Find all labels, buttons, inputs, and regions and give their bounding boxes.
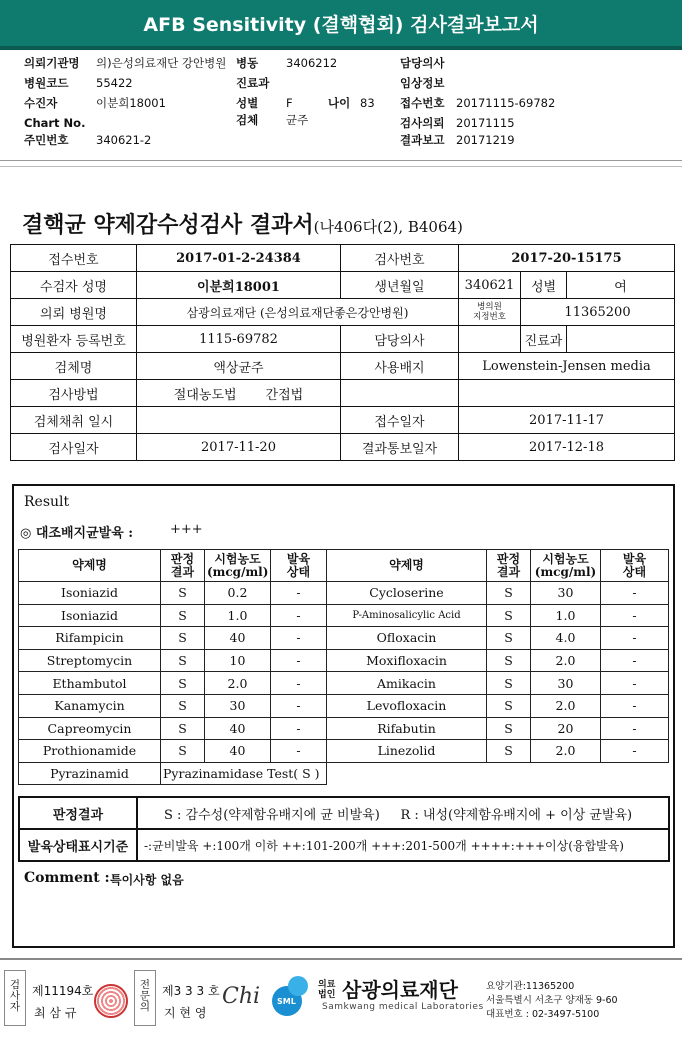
table-row xyxy=(19,717,669,740)
drug-judge-cell: S xyxy=(487,740,531,763)
header-right-label: 임상정보 xyxy=(400,76,445,90)
drug-growth-cell: - xyxy=(271,582,327,605)
birth-label: 생년월일 xyxy=(341,272,459,299)
logo-prefix: 의료 법인 xyxy=(318,980,336,1000)
drug-drug-cell: P-Aminosalicylic Acid xyxy=(327,604,487,627)
drug-judge-cell: S xyxy=(487,604,531,627)
legend-judge-label: 판정결과 xyxy=(19,797,137,829)
receipt-no: 2017-01-2-24384 xyxy=(137,245,341,272)
medium-label: 사용배지 xyxy=(341,353,459,380)
blank-cell xyxy=(459,380,675,407)
divider xyxy=(0,166,682,167)
blank-cell xyxy=(327,762,669,785)
dept-label: 진료과 xyxy=(521,326,567,353)
header-label: 의뢰기관명 xyxy=(24,56,80,70)
received-label: 접수일자 xyxy=(341,407,459,434)
drug-drug-cell: Amikacin xyxy=(327,672,487,695)
header-value: 의)은성의료재단 강안병원 xyxy=(96,56,227,70)
drug-growth-cell: - xyxy=(601,672,669,695)
control-value: +++ xyxy=(170,522,203,537)
header-right-label: 담당의사 xyxy=(400,56,445,70)
report-title: AFB Sensitivity (결핵협회) 검사결과보고서 xyxy=(143,14,539,36)
sex-label: 성별 xyxy=(521,272,567,299)
drug-growth-cell: - xyxy=(271,717,327,740)
drug-judge-cell: S xyxy=(161,694,205,717)
drug-judge-cell: S xyxy=(487,694,531,717)
drug-judge-cell: S xyxy=(487,582,531,605)
drug-conc-cell: 0.2 xyxy=(205,582,271,605)
drug-drug-cell: Ofloxacin xyxy=(327,627,487,650)
seal-stamp xyxy=(94,984,128,1018)
medium-value: Lowenstein-Jensen media xyxy=(459,353,675,380)
test-no-label: 검사번호 xyxy=(341,245,459,272)
doctor-value xyxy=(459,326,521,353)
dept-label: 진료과 xyxy=(236,76,270,90)
col-drug: 약제명 xyxy=(327,550,487,582)
header-right-label: 접수번호 xyxy=(400,96,445,110)
drug-drug-cell: Isoniazid xyxy=(19,582,161,605)
drug-judge-cell: S xyxy=(161,582,205,605)
drug-conc-cell: 2.0 xyxy=(531,694,601,717)
hospital-name: 삼광의료재단 (은성의료재단좋은강안병원) xyxy=(137,299,459,326)
header-label: Chart No. xyxy=(24,116,86,130)
legend-judge xyxy=(137,797,669,829)
pza-drug: Pyrazinamid xyxy=(19,762,161,785)
drug-growth-cell: - xyxy=(271,649,327,672)
table-row xyxy=(19,627,669,650)
col-conc: 시험농도 (mcg/ml) xyxy=(531,550,601,582)
drug-drug-cell: Kanamycin xyxy=(19,694,161,717)
doctor-label: 담당의사 xyxy=(341,326,459,353)
sex-value: 여 xyxy=(567,272,675,299)
drug-conc-cell: 2.0 xyxy=(531,649,601,672)
inst-code-label: 병의원 지정번호 xyxy=(459,299,521,326)
age-value: 83 xyxy=(360,96,375,110)
drug-judge-cell: S xyxy=(487,672,531,695)
drug-growth-cell: - xyxy=(601,740,669,763)
hospital-label: 의뢰 병원명 xyxy=(11,299,137,326)
document-title xyxy=(22,208,463,239)
collect-value xyxy=(137,407,341,434)
col-judge: 판정 결과 xyxy=(161,550,205,582)
sex-value: F xyxy=(286,96,293,110)
receipt-no-label: 접수번호 xyxy=(11,245,137,272)
drug-conc-cell: 1.0 xyxy=(531,604,601,627)
age-label: 나이 xyxy=(328,96,351,110)
control-label: ◎ 대조배지균발육 : xyxy=(20,526,134,541)
drug-judge-cell: S xyxy=(161,649,205,672)
address: 서울특별시 서초구 양재동 9-60 xyxy=(486,995,618,1006)
drug-growth-cell: - xyxy=(271,604,327,627)
drug-judge-cell: S xyxy=(161,740,205,763)
reg-no: 1115-69782 xyxy=(137,326,341,353)
drug-judge-cell: S xyxy=(487,649,531,672)
inst-code: 11365200 xyxy=(521,299,675,326)
legend-judge-r: R : 내성(약제함유배지에 + 이상 균발육) xyxy=(400,807,633,823)
drug-growth-cell: - xyxy=(601,604,669,627)
patient-name: 이분희18001 xyxy=(137,272,341,299)
patient-info-table xyxy=(10,244,675,461)
reg-no-label: 병원환자 등록번호 xyxy=(11,326,137,353)
method-value xyxy=(137,380,341,407)
header-value: 55422 xyxy=(96,76,133,90)
specialist-name: 지 현 영 xyxy=(164,1006,207,1020)
logo-mark xyxy=(268,974,312,1018)
method-2: 간접법 xyxy=(265,387,304,403)
drug-drug-cell: Levofloxacin xyxy=(327,694,487,717)
divider xyxy=(0,160,682,161)
header-label: 병원코드 xyxy=(24,76,69,90)
legend-judge-s: S : 감수성(약제함유배지에 균 비발육) xyxy=(164,807,380,823)
care-code: 요양기관:11365200 xyxy=(486,981,575,992)
drug-growth-cell: - xyxy=(271,740,327,763)
drug-conc-cell: 30 xyxy=(531,672,601,695)
drug-judge-cell: S xyxy=(161,717,205,740)
drug-conc-cell: 1.0 xyxy=(205,604,271,627)
comment-text: 특이사항 없음 xyxy=(110,873,184,887)
method-label: 검사방법 xyxy=(11,380,137,407)
reported-label: 결과통보일자 xyxy=(341,434,459,461)
legend-growth: -:균비발육 +:100개 이하 ++:101-200개 +++:201-500개 ++++:+++이상(융합발육) xyxy=(137,829,669,861)
drug-drug-cell: Ethambutol xyxy=(19,672,161,695)
drug-conc-cell: 10 xyxy=(205,649,271,672)
col-drug: 약제명 xyxy=(19,550,161,582)
col-growth: 발육 상태 xyxy=(601,550,669,582)
drug-growth-cell: - xyxy=(601,627,669,650)
ward-label: 병동 xyxy=(236,56,259,70)
report-title-bar xyxy=(0,0,682,50)
legend-table xyxy=(18,796,670,862)
drug-growth-cell: - xyxy=(271,627,327,650)
drug-judge-cell: S xyxy=(487,627,531,650)
drug-conc-cell: 30 xyxy=(531,582,601,605)
reported-value: 2017-12-18 xyxy=(459,434,675,461)
header-value: 이분희18001 xyxy=(96,96,166,110)
drug-drug-cell: Prothionamide xyxy=(19,740,161,763)
drug-drug-cell: Cycloserine xyxy=(327,582,487,605)
table-row xyxy=(19,694,669,717)
drug-result-table xyxy=(18,549,669,785)
header-right-value: 20171219 xyxy=(456,133,515,147)
drug-drug-cell: Rifabutin xyxy=(327,717,487,740)
table-row xyxy=(19,582,669,605)
specimen-value: 균주 xyxy=(286,113,309,127)
blank-cell xyxy=(341,380,459,407)
sex-label: 성별 xyxy=(236,96,259,110)
drug-drug-cell: Streptomycin xyxy=(19,649,161,672)
drug-judge-cell: S xyxy=(487,717,531,740)
header-value: 340621-2 xyxy=(96,133,152,147)
header-right-label: 결과보고 xyxy=(400,133,445,147)
phone: 대표번호 : 02-3497-5100 xyxy=(486,1009,600,1020)
drug-conc-cell: 40 xyxy=(205,627,271,650)
specimen-label: 검체 xyxy=(236,113,259,127)
drug-growth-cell: - xyxy=(601,694,669,717)
table-row xyxy=(19,649,669,672)
result-label: Result xyxy=(24,494,70,510)
method-1: 절대농도법 xyxy=(173,387,237,403)
logo-badge: SML xyxy=(277,997,296,1006)
header-right-label: 검사의뢰 xyxy=(400,116,445,130)
tested-label: 검사일자 xyxy=(11,434,137,461)
ward-value: 3406212 xyxy=(286,56,338,70)
drug-growth-cell: - xyxy=(601,717,669,740)
drug-growth-cell: - xyxy=(601,649,669,672)
tested-value: 2017-11-20 xyxy=(137,434,341,461)
drug-conc-cell: 30 xyxy=(205,694,271,717)
dept-value xyxy=(567,326,675,353)
specialist-vert-label: 전문의 xyxy=(139,979,151,1013)
header-label: 수진자 xyxy=(24,96,58,110)
patient-name-label: 수검자 성명 xyxy=(11,272,137,299)
col-conc: 시험농도 (mcg/ml) xyxy=(205,550,271,582)
legend-growth-label: 발육상태표시기준 xyxy=(19,829,137,861)
logo-name: 삼광의료재단 xyxy=(342,978,458,1002)
test-no: 2017-20-15175 xyxy=(459,245,675,272)
header-right-value: 20171115-69782 xyxy=(456,96,556,110)
specimen-value: 액상균주 xyxy=(137,353,341,380)
document-title-code: (나406다(2), B4064) xyxy=(313,218,463,236)
received-value: 2017-11-17 xyxy=(459,407,675,434)
signature: Chi xyxy=(222,984,261,1009)
drug-growth-cell: - xyxy=(271,694,327,717)
drug-conc-cell: 2.0 xyxy=(205,672,271,695)
specimen-label: 검체명 xyxy=(11,353,137,380)
drug-conc-cell: 40 xyxy=(205,740,271,763)
drug-judge-cell: S xyxy=(161,627,205,650)
header-right-value: 20171115 xyxy=(456,116,515,130)
col-judge: 판정 결과 xyxy=(487,550,531,582)
logo-en: Samkwang medical Laboratories xyxy=(322,1002,484,1012)
drug-growth-cell: - xyxy=(601,582,669,605)
header-label: 주민번호 xyxy=(24,133,69,147)
drug-conc-cell: 20 xyxy=(531,717,601,740)
drug-conc-cell: 2.0 xyxy=(531,740,601,763)
pza-test: Pyrazinamidase Test( S ) xyxy=(161,762,327,785)
collect-label: 검체채취 일시 xyxy=(11,407,137,434)
specialist-no: 제3 3 3 호 xyxy=(162,984,220,998)
drug-conc-cell: 40 xyxy=(205,717,271,740)
drug-drug-cell: Moxifloxacin xyxy=(327,649,487,672)
table-row xyxy=(19,672,669,695)
col-growth: 발육 상태 xyxy=(271,550,327,582)
tester-vert-label: 검사자 xyxy=(9,979,21,1013)
drug-conc-cell: 4.0 xyxy=(531,627,601,650)
comment-label: Comment : xyxy=(24,870,110,886)
drug-judge-cell: S xyxy=(161,604,205,627)
table-row xyxy=(19,740,669,763)
drug-drug-cell: Rifampicin xyxy=(19,627,161,650)
drug-drug-cell: Isoniazid xyxy=(19,604,161,627)
tester-name: 최 삼 규 xyxy=(34,1006,77,1020)
drug-growth-cell: - xyxy=(271,672,327,695)
document-title-text: 결핵균 약제감수성검사 결과서 xyxy=(22,212,314,238)
table-row xyxy=(19,604,669,627)
drug-judge-cell: S xyxy=(161,672,205,695)
tester-no: 제11194호 xyxy=(32,984,94,998)
divider xyxy=(0,958,682,960)
drug-drug-cell: Capreomycin xyxy=(19,717,161,740)
birth-value: 340621 xyxy=(459,272,521,299)
drug-drug-cell: Linezolid xyxy=(327,740,487,763)
